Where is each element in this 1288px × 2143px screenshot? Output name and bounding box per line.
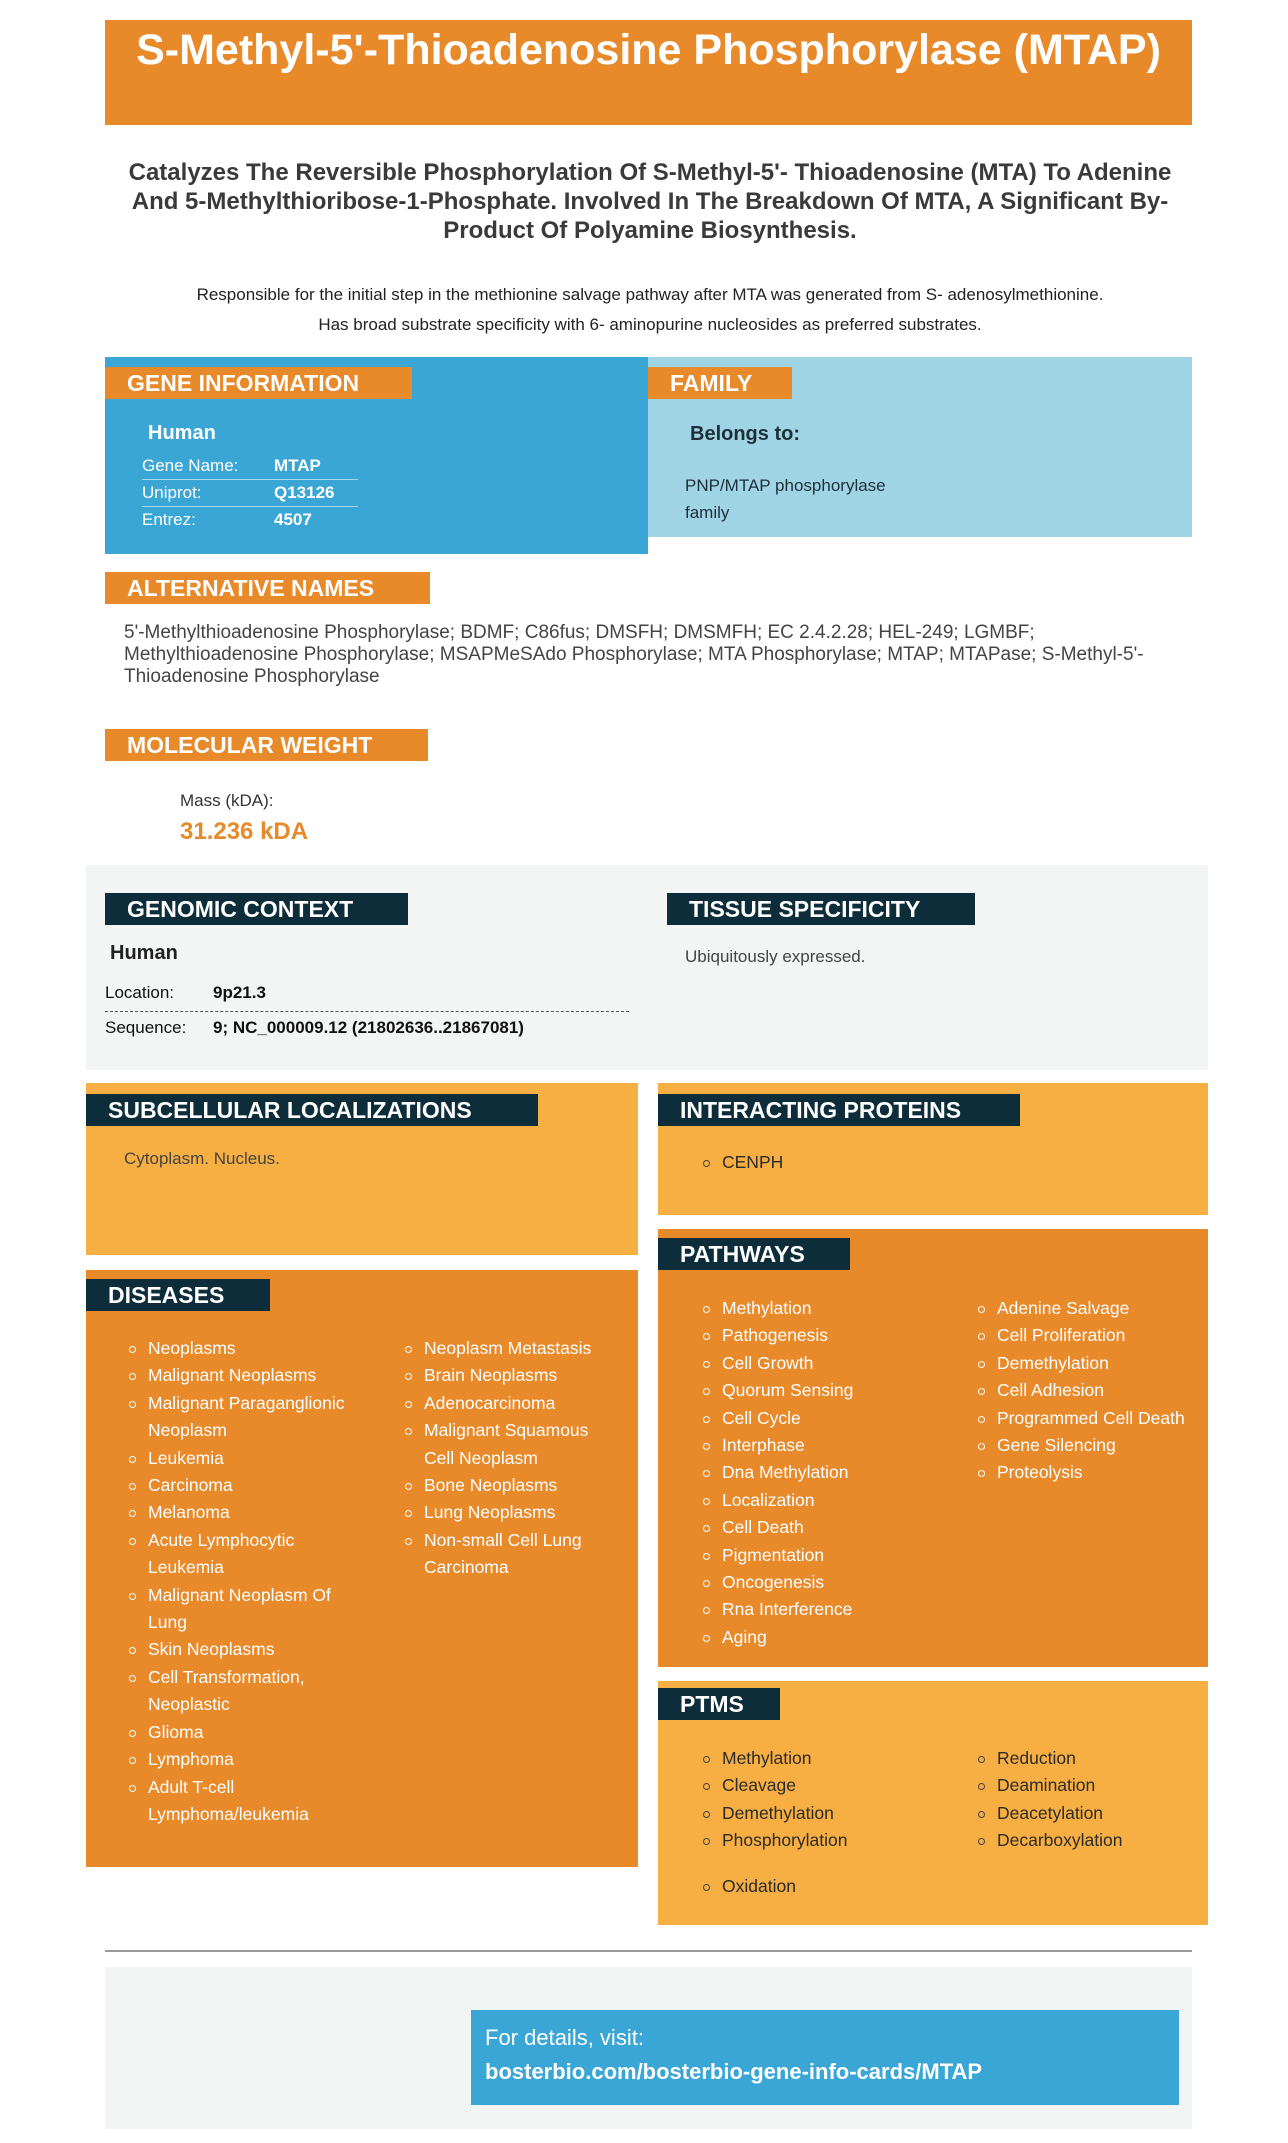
list-item: Malignant Neoplasm Of Lung	[126, 1582, 346, 1637]
mass-value: 31.236 kDA	[180, 818, 309, 845]
location-label: Location:	[105, 983, 174, 1002]
family-value-line-1: PNP/MTAP phosphorylase	[685, 476, 886, 495]
list-item: Interphase	[700, 1432, 950, 1459]
page-title: S-Methyl-5'-Thioadenosine Phosphorylase (MTAP)	[105, 20, 1192, 125]
description-line-1: Responsible for the initial step in the methionine salvage pathway after MTA was generated from S- adenosylmethionine.	[196, 285, 1104, 304]
genomic-species: Human	[110, 942, 178, 964]
list-item: Cell Death	[700, 1514, 950, 1541]
mass-label: Mass (kDA):	[180, 791, 274, 810]
list-item: Localization	[700, 1487, 950, 1514]
list-item: Neoplasms	[126, 1335, 346, 1362]
list-item: Cell Cycle	[700, 1405, 950, 1432]
list-item: Lung Neoplasms	[402, 1499, 622, 1526]
gene-information-header: GENE INFORMATION	[105, 367, 412, 399]
list-item: Oxidation	[700, 1873, 950, 1900]
list-item: Malignant Neoplasms	[126, 1362, 346, 1389]
list-item: Decarboxylation	[975, 1827, 1205, 1854]
tissue-specificity-header: TISSUE SPECIFICITY	[667, 893, 975, 925]
details-url[interactable]: bosterbio.com/bosterbio-gene-info-cards/MTAP	[485, 2059, 983, 2084]
subcellular-text: Cytoplasm. Nucleus.	[124, 1149, 280, 1168]
ptms-header: PTMS	[658, 1688, 780, 1720]
list-item: Rna Interference	[700, 1596, 950, 1623]
list-item: Melanoma	[126, 1499, 346, 1526]
list-item: Proteolysis	[975, 1459, 1205, 1486]
list-item: Gene Silencing	[975, 1432, 1205, 1459]
gene-name-label: Gene Name:	[142, 456, 239, 475]
function-description	[120, 280, 1180, 340]
genomic-context-header: GENOMIC CONTEXT	[105, 893, 408, 925]
context-divider	[105, 1011, 629, 1012]
subcellular-header: SUBCELLULAR LOCALIZATIONS	[86, 1094, 538, 1126]
pathways-list-col1	[700, 1295, 950, 1651]
list-item: Demethylation	[975, 1350, 1205, 1377]
list-item: Deamination	[975, 1772, 1205, 1799]
list-item: Skin Neoplasms	[126, 1636, 346, 1663]
list-item: Methylation	[700, 1295, 950, 1322]
pathways-list-col2	[975, 1295, 1205, 1487]
gene-name-value: MTAP	[274, 456, 321, 475]
list-item: Brain Neoplasms	[402, 1362, 622, 1389]
list-item: Phosphorylation	[700, 1827, 950, 1854]
list-item: Malignant Paraganglionic Neoplasm	[126, 1390, 346, 1445]
entrez-value: 4507	[274, 510, 312, 529]
list-item: Cell Proliferation	[975, 1322, 1205, 1349]
alternative-names-text: 5'-Methylthioadenosine Phosphorylase; BDMF; C86fus; DMSFH; DMSMFH; EC 2.4.2.28; HEL-249; LGMBF; Methylthioadenosine Phosphorylase; MSAPMeSAdo Phosphorylase; MTA Phosphorylase; MTAP; MTAPase; S-Methyl-5'-Thioadenosine Phosphorylase	[124, 622, 1144, 687]
function-summary: Catalyzes The Reversible Phosphorylation Of S-Methyl-5'- Thioadenosine (MTA) To Adenine And 5-Methylthioribose-1-Phosphate. Involved In The Breakdown Of MTA, A Significant By-Product Of Polyamine Biosynthesis.	[128, 159, 1172, 244]
list-item: Dna Methylation	[700, 1459, 950, 1486]
sequence-value: 9; NC_000009.12 (21802636..21867081)	[213, 1018, 524, 1037]
list-item: CENPH	[700, 1149, 783, 1176]
entrez-row	[142, 507, 358, 534]
list-item: Lymphoma	[126, 1746, 346, 1773]
ptms-list-extra	[700, 1873, 950, 1900]
alternative-names-header: ALTERNATIVE NAMES	[105, 572, 430, 604]
ptms-list-col2	[975, 1745, 1205, 1855]
diseases-header: DISEASES	[86, 1279, 270, 1311]
list-item: Pathogenesis	[700, 1322, 950, 1349]
entrez-label: Entrez:	[142, 510, 196, 529]
gene-name-row	[142, 453, 358, 480]
list-item: Neoplasm Metastasis	[402, 1335, 622, 1362]
location-value: 9p21.3	[213, 983, 266, 1002]
list-item: Aging	[700, 1624, 950, 1651]
molecular-weight-header: MOLECULAR WEIGHT	[105, 729, 428, 761]
sequence-label: Sequence:	[105, 1018, 187, 1037]
list-item: Leukemia	[126, 1445, 346, 1472]
list-item: Acute Lymphocytic Leukemia	[126, 1527, 346, 1582]
list-item: Reduction	[975, 1745, 1205, 1772]
list-item: Quorum Sensing	[700, 1377, 950, 1404]
list-item: Deacetylation	[975, 1800, 1205, 1827]
list-item: Cell Adhesion	[975, 1377, 1205, 1404]
diseases-list-col1	[126, 1335, 346, 1828]
list-item: Adult T-cell Lymphoma/leukemia	[126, 1774, 346, 1829]
family-value	[685, 472, 915, 526]
list-item: Programmed Cell Death	[975, 1405, 1205, 1432]
list-item: Glioma	[126, 1719, 346, 1746]
interacting-proteins-header: INTERACTING PROTEINS	[658, 1094, 1020, 1126]
list-item: Adenocarcinoma	[402, 1390, 622, 1417]
list-item: Methylation	[700, 1745, 950, 1772]
diseases-list-col2	[402, 1335, 622, 1582]
list-item: Demethylation	[700, 1800, 950, 1827]
list-item: Pigmentation	[700, 1542, 950, 1569]
ptms-list-col1	[700, 1745, 950, 1855]
family-header: FAMILY	[648, 367, 792, 399]
list-item: Malignant Squamous Cell Neoplasm	[402, 1417, 622, 1472]
list-item: Oncogenesis	[700, 1569, 950, 1596]
details-link[interactable]	[471, 2010, 1179, 2105]
list-item: Cell Transformation, Neoplastic	[126, 1664, 346, 1719]
gene-species: Human	[148, 422, 216, 444]
uniprot-value: Q13126	[274, 483, 335, 502]
list-item: Adenine Salvage	[975, 1295, 1205, 1322]
list-item: Cell Growth	[700, 1350, 950, 1377]
list-item: Carcinoma	[126, 1472, 346, 1499]
list-item: Bone Neoplasms	[402, 1472, 622, 1499]
footer-divider	[105, 1950, 1192, 1952]
family-value-line-2: family	[685, 503, 730, 522]
uniprot-row	[142, 480, 358, 507]
uniprot-label: Uniprot:	[142, 483, 202, 502]
tissue-specificity-text: Ubiquitously expressed.	[685, 947, 866, 966]
family-label: Belongs to:	[690, 423, 800, 445]
list-item: Non-small Cell Lung Carcinoma	[402, 1527, 622, 1582]
pathways-header: PATHWAYS	[658, 1238, 850, 1270]
list-item: Cleavage	[700, 1772, 950, 1799]
details-label: For details, visit:	[485, 2025, 644, 2050]
description-line-2: Has broad substrate specificity with 6- aminopurine nucleosides as preferred substrates.	[318, 315, 982, 334]
interacting-proteins-list	[700, 1149, 783, 1176]
